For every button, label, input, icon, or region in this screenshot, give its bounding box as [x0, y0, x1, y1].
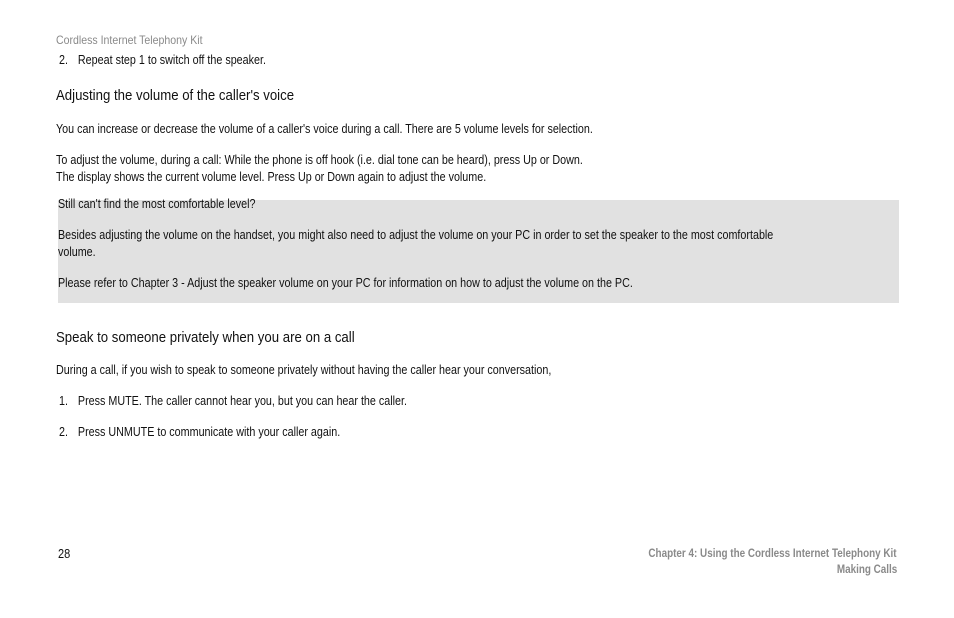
- list-item: [59, 393, 407, 410]
- section-heading-private: Speak to someone privately when you are on a call: [56, 329, 355, 346]
- list-number: 2.: [59, 425, 68, 439]
- paragraph-volume-levels: You can increase or decrease the volume of a caller's voice during a call. There are 5 volume levels for selection.: [56, 122, 593, 136]
- note-line-3: Please refer to Chapter 3 - Adjust the speaker volume on your PC for information on how to adjust the volume on the PC.: [58, 276, 633, 290]
- section-heading-volume: Adjusting the volume of the caller's voice: [56, 87, 295, 104]
- note-title: Still can't find the most comfortable level?: [58, 197, 256, 211]
- note-box: [58, 197, 899, 303]
- paragraph-adjust-line-2: The display shows the current volume level. Press Up or Down again to adjust the volume.: [56, 170, 487, 184]
- list-item-text: Press UNMUTE to communicate with your caller again.: [77, 425, 341, 439]
- list-item-text: Repeat step 1 to switch off the speaker.: [77, 53, 266, 67]
- list-item: [59, 52, 266, 69]
- paragraph-adjust-line-1: To adjust the volume, during a call: While the phone is off hook (i.e. dial tone can be heard), press Up or Down.: [56, 153, 583, 167]
- list-item: [59, 424, 340, 441]
- list-number: 1.: [59, 394, 68, 408]
- note-line-2: volume.: [58, 245, 96, 259]
- running-header: Cordless Internet Telephony Kit: [56, 33, 203, 47]
- footer-chapter: Chapter 4: Using the Cordless Internet Telephony Kit: [648, 548, 897, 560]
- page-number: 28: [58, 547, 71, 561]
- paragraph-private-intro: During a call, if you wish to speak to someone privately without having the caller hear your conversation,: [56, 363, 552, 377]
- list-item-text: Press MUTE. The caller cannot hear you, but you can hear the caller.: [77, 394, 407, 408]
- footer-section: Making Calls: [836, 564, 897, 576]
- note-line-1: Besides adjusting the volume on the handset, you might also need to adjust the volume on your PC in order to set the speaker to the most comfortable: [58, 228, 774, 242]
- list-number: 2.: [59, 53, 68, 67]
